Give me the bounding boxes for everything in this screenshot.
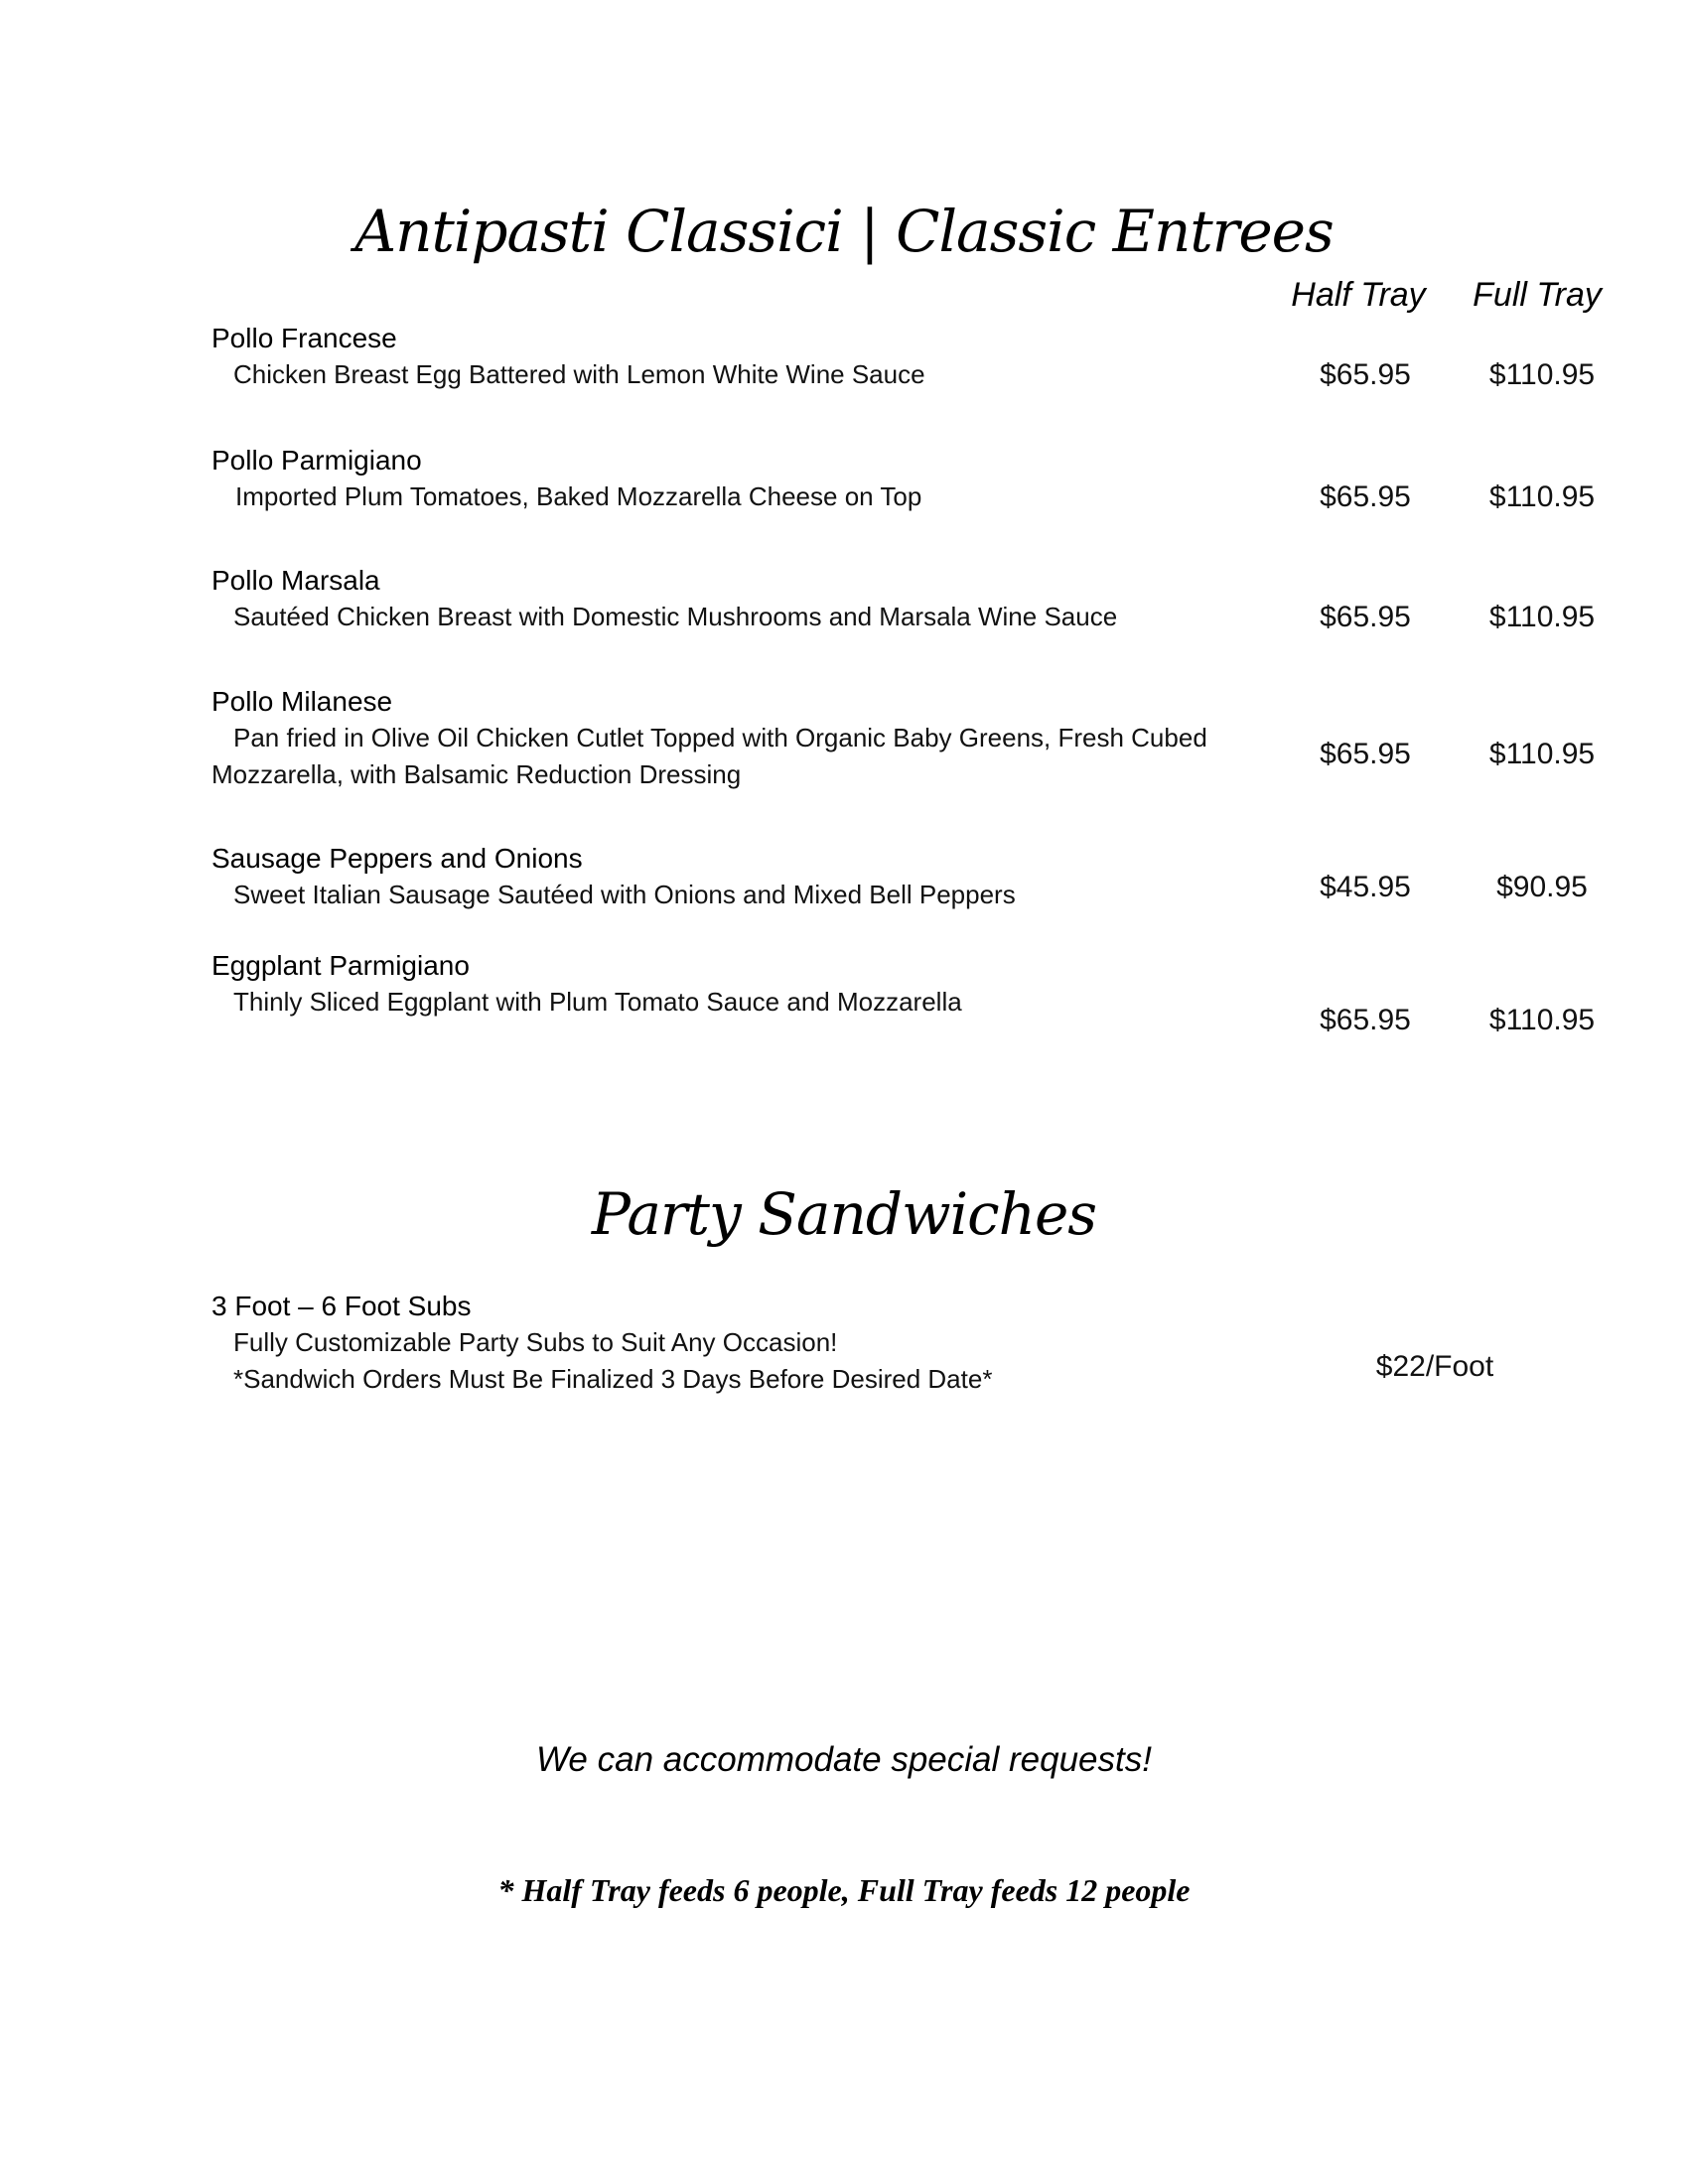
half-tray-price: $65.95	[1320, 1004, 1411, 1036]
item-description-line: Pan fried in Olive Oil Chicken Cutlet Topped with Organic Baby Greens, Fresh Cubed	[233, 723, 1207, 752]
special-requests-note: We can accommodate special requests!	[536, 1740, 1152, 1779]
full-tray-price: $110.95	[1488, 738, 1596, 770]
half-tray-price: $65.95	[1320, 358, 1411, 391]
sandwich-price: $22/Foot	[1375, 1350, 1494, 1383]
full-tray-header: Full Tray	[1473, 276, 1602, 314]
menu-item-pollo-parmigiano	[211, 443, 1284, 515]
half-tray-price: $65.95	[1320, 601, 1411, 633]
item-description: Sautéed Chicken Breast with Domestic Mushrooms and Marsala Wine Sauce	[233, 602, 1118, 631]
item-name: Sausage Peppers and Onions	[211, 843, 583, 874]
item-name: Pollo Milanese	[211, 686, 393, 717]
menu-item-pollo-marsala	[211, 563, 1284, 635]
item-name: Pollo Marsala	[211, 565, 380, 596]
half-tray-price: $45.95	[1320, 871, 1411, 903]
full-tray-price: $110.95	[1488, 480, 1596, 513]
tray-size-note: * Half Tray feeds 6 people, Full Tray feeds 12 people	[497, 1872, 1191, 1908]
item-description-line: *Sandwich Orders Must Be Finalized 3 Days Before Desired Date*	[233, 1364, 993, 1394]
sandwiches-title: Party Sandwiches	[591, 1180, 1097, 1248]
menu-item-eggplant-parmigiano	[211, 948, 1284, 1021]
menu-item-pollo-francese	[211, 321, 1284, 393]
half-tray-price: $65.95	[1320, 738, 1411, 770]
item-description: Thinly Sliced Eggplant with Plum Tomato Sauce and Mozzarella	[233, 987, 962, 1017]
item-description: Chicken Breast Egg Battered with Lemon White Wine Sauce	[233, 359, 925, 389]
half-tray-price: $65.95	[1320, 480, 1411, 513]
full-tray-price: $110.95	[1488, 601, 1596, 633]
menu-item-pollo-milanese	[211, 684, 1284, 793]
item-description: Sweet Italian Sausage Sautéed with Onions and Mixed Bell Peppers	[233, 880, 1016, 909]
full-tray-price: $90.95	[1496, 871, 1588, 903]
item-description-line: Mozzarella, with Balsamic Reduction Dressing	[211, 759, 742, 789]
menu-item-party-subs	[211, 1289, 1284, 1398]
full-tray-price: $110.95	[1488, 358, 1596, 391]
half-tray-header: Half Tray	[1291, 276, 1426, 314]
item-name: Pollo Francese	[211, 323, 397, 353]
full-tray-price: $110.95	[1488, 1004, 1596, 1036]
item-name: Eggplant Parmigiano	[211, 950, 470, 981]
item-name: 3 Foot – 6 Foot Subs	[211, 1291, 472, 1321]
menu-item-sausage-peppers-onions	[211, 841, 1284, 913]
item-description-line: Fully Customizable Party Subs to Suit Any Occasion!	[233, 1327, 838, 1357]
item-name: Pollo Parmigiano	[211, 445, 422, 476]
item-description: Imported Plum Tomatoes, Baked Mozzarella Cheese on Top	[235, 481, 922, 511]
entrees-title: Antipasti Classici | Classic Entrees	[354, 198, 1334, 265]
